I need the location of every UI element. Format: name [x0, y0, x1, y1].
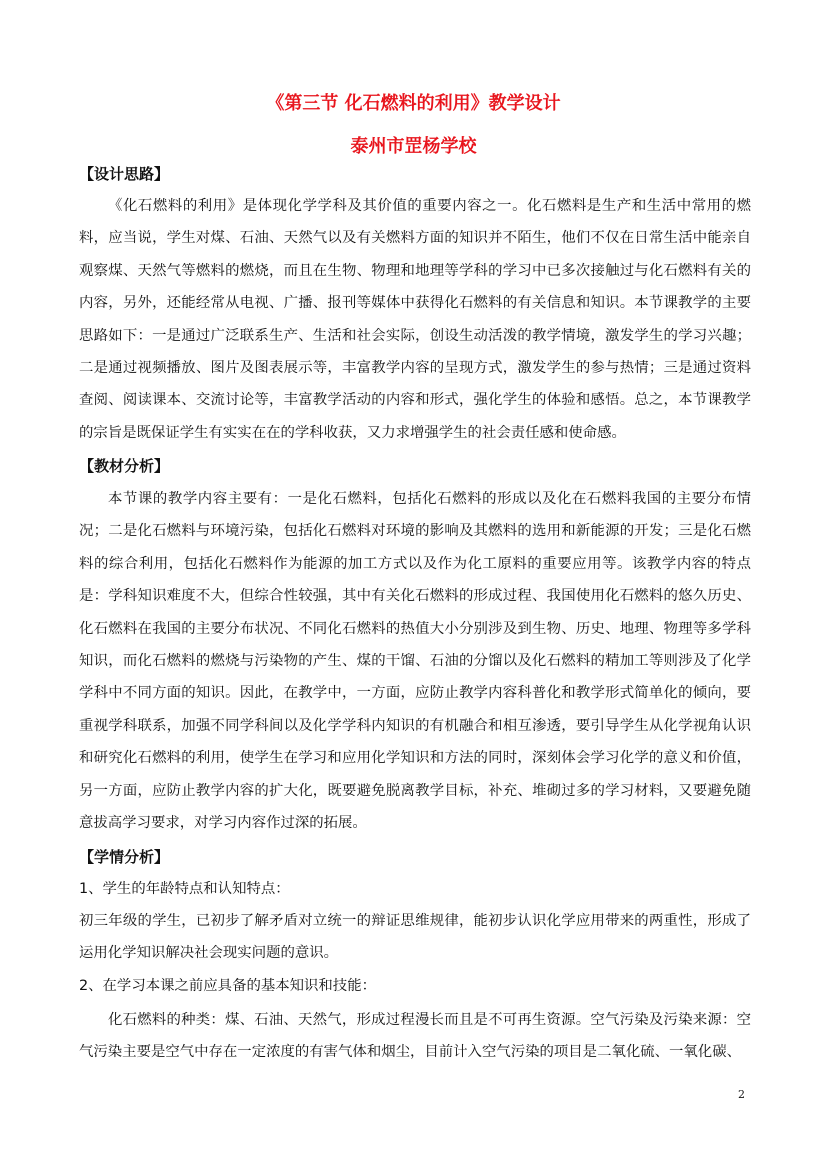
- section-heading-material: 【教材分析】: [79, 457, 170, 475]
- students-item1-title: 1、学生的年龄特点和认知特点：: [79, 881, 290, 897]
- page-number: 2: [738, 1088, 745, 1101]
- section-text-material: 本节课的教学内容主要有：一是化石燃料，包括化石燃料的形成以及化在石燃料我国的主要分布情况；二是化石燃料与环境污染，包括化石燃料对环境的影响及其燃料的选用和新能源的开发；三是化石燃料的综合利用，包括化石燃料作为能源的加工方式以及作为化工原料的重要应用等。该教学内容的特点是：学科知识难度不大，但综合性较强，其中有关化石燃料的形成过程、我国使用化石燃料的悠久历史、化石燃料在我国的主要分布状况、不同化石燃料的热值大小分别涉及到生物、历史、地理、物理等多学科知识，而化石燃料的燃烧与污染物的产生、煤的干馏、石油的分馏以及化石燃料的精加工等则涉及了化学学科中不同方面的知识。因此，在教学中，一方面，应防止教学内容科普化和教学形式简单化的倾向，要重视学科联系，加强不同学科间以及化学学科内知识的有机融合和相互渗透，要引导学生从化学视角认识和研究化石燃料的利用，使学生在学习和应用化学知识和方法的同时，深刻体会学习化学的意义和价值，另一方面，应防止教学内容的扩大化，既要避免脱离教学目标，补充、堆砌过多的学习材料，又要避免随意拔高学习要求，对学习内容作过深的拓展。: [79, 491, 751, 832]
- students-item2-title: 2、在学习本课之前应具备的基本知识和技能：: [79, 978, 376, 994]
- school-name: 泰州市罡杨学校: [350, 136, 477, 157]
- students-item1-text: 初三年级的学生，已初步了解矛盾对立统一的辩证思维规律，能初步认识化学应用带来的两重性，形成了运用化学知识解决社会现实问题的意识。: [79, 913, 751, 962]
- document-title: 《第三节 化石燃料的利用》教学设计: [266, 93, 561, 114]
- section-text-design: 《化石燃料的利用》是体现化学学科及其价值的重要内容之一。化石燃料是生产和生活中常用的燃料，应当说，学生对煤、石油、天然气以及有关燃料方面的知识并不陌生，他们不仅在日常生活中能亲自观察煤、天然气等燃料的燃烧，而且在生物、物理和地理等学科的学习中已多次接触过与化石燃料有关的内容，另外，还能经常从电视、广播、报刊等媒体中获得化石燃料的有关信息和知识。本节课教学的主要思路如下：一是通过广泛联系生产、生活和社会实际，创设生动活泼的教学情境，激发学生的学习兴趣；二是通过视频播放、图片及图表展示等，丰富教学内容的呈现方式，激发学生的参与热情；三是通过资料查阅、阅读课本、交流讨论等，丰富教学活动的内容和形式，强化学生的体验和感悟。总之，本节课教学的宗旨是既保证学生有实实在在的学科收获，又力求增强学生的社会责任感和使命感。: [79, 198, 751, 441]
- section-heading-students: 【学情分析】: [79, 848, 170, 866]
- section-heading-design: 【设计思路】: [79, 165, 170, 183]
- students-item2-text: 化石燃料的种类：煤、石油、天然气，形成过程漫长而且是不可再生资源。空气污染及污染来源：空气污染主要是空气中存在一定浓度的有害气体和烟尘，目前计入空气污染的项目是二氧化硫、一氧化碳、: [79, 1012, 751, 1061]
